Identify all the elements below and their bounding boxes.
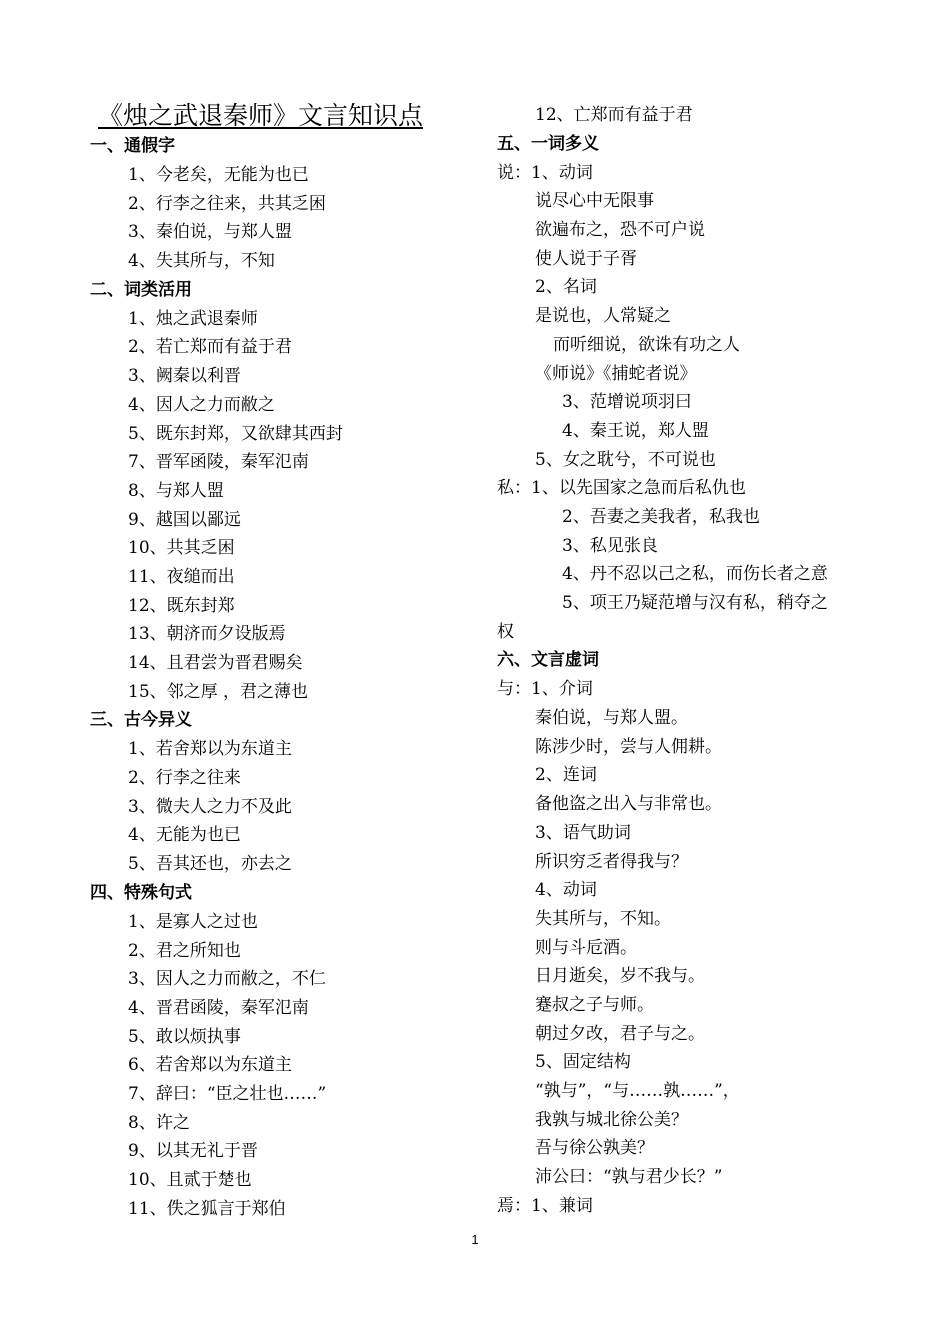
list-item: 朝过夕改，君子与之。 bbox=[535, 1023, 705, 1044]
list-item: 7、辞曰：“臣之壮也……” bbox=[128, 1083, 327, 1104]
group-yu bbox=[497, 675, 917, 1191]
list-item: 2、连词 bbox=[535, 765, 597, 786]
page-number: 1 bbox=[471, 1232, 479, 1247]
list-item: 则与斗卮酒。 bbox=[535, 937, 637, 958]
section-tongjiazi bbox=[90, 132, 490, 276]
list-item: 2、吾妻之美我者，私我也 bbox=[562, 506, 760, 527]
list-item: 1、烛之武退秦师 bbox=[128, 308, 258, 329]
document-title: 《烛之武退秦师》文言知识点 bbox=[98, 101, 424, 130]
list-item: 沛公曰：“孰与君少长？” bbox=[535, 1167, 723, 1188]
list-item: 12、亡郑而有益于君 bbox=[535, 105, 693, 125]
section-heading: 二、词类活用 bbox=[90, 279, 192, 300]
section-heading: 五、一词多义 bbox=[497, 133, 599, 154]
list-item: 8、与郑人盟 bbox=[128, 480, 224, 501]
list-item: 说：1、动词 bbox=[497, 162, 593, 183]
section-heading: 三、古今异义 bbox=[90, 710, 192, 731]
list-item: 3、阙秦以利晋 bbox=[128, 366, 241, 387]
list-item: 5、项王乃疑范增与汉有私，稍夺之 bbox=[562, 593, 828, 613]
list-item: 焉：1、兼词 bbox=[497, 1195, 593, 1216]
list-item: 3、语气助词 bbox=[535, 822, 631, 843]
list-item: 使人说于子胥 bbox=[535, 248, 637, 269]
left-column bbox=[90, 100, 490, 1223]
list-item: 私：1、以先国家之急而后私仇也 bbox=[497, 478, 746, 499]
list-item: 权 bbox=[497, 621, 514, 642]
list-item: 欲遍布之，恐不可户说 bbox=[535, 220, 705, 241]
list-item: 5、敢以烦执事 bbox=[128, 1026, 241, 1047]
list-item: 是说也，人常疑之 bbox=[535, 306, 671, 327]
list-item: 11、佚之狐言于郑伯 bbox=[128, 1198, 286, 1219]
list-item: 1、若舍郑以为东道主 bbox=[128, 739, 292, 760]
list-item: 2、行李之往来，共其乏困 bbox=[128, 193, 326, 214]
list-item: 1、是寡人之过也 bbox=[128, 911, 258, 932]
group-shuo bbox=[497, 159, 917, 475]
list-item: 吾与徐公孰美？ bbox=[535, 1138, 654, 1159]
section-gujinyiyi bbox=[90, 706, 490, 878]
list-item: 13、朝济而夕设版焉 bbox=[128, 624, 286, 645]
list-item: 2、君之所知也 bbox=[128, 940, 241, 961]
section-heading: 四、特殊句式 bbox=[90, 882, 192, 903]
list-item: 5、女之耽兮，不可说也 bbox=[535, 449, 716, 470]
list-item: 10、且贰于楚也 bbox=[128, 1170, 252, 1190]
list-item: 所识穷乏者得我与？ bbox=[535, 851, 688, 872]
list-item: 说尽心中无限事 bbox=[535, 191, 654, 212]
section-heading: 一、通假字 bbox=[90, 136, 175, 156]
list-item: 4、因人之力而敝之 bbox=[128, 394, 275, 415]
list-item: 4、丹不忍以己之私，而伤长者之意 bbox=[562, 564, 828, 585]
list-item: 1、今老矣，无能为也已 bbox=[128, 165, 309, 185]
list-item: 9、越国以鄙远 bbox=[128, 509, 241, 530]
list-item: 3、私见张良 bbox=[562, 535, 658, 556]
list-item: 日月逝矣，岁不我与。 bbox=[535, 966, 705, 987]
list-item: 3、微夫人之力不及此 bbox=[128, 796, 292, 817]
list-item: “孰与”，“与……孰……”， bbox=[535, 1081, 740, 1101]
list-item: 4、无能为也已 bbox=[128, 825, 241, 846]
list-item: 9、以其无礼于晋 bbox=[128, 1141, 258, 1162]
list-item: 12、既东封郑 bbox=[128, 595, 235, 616]
list-item: 4、晋君函陵，秦军氾南 bbox=[128, 997, 309, 1018]
list-item: 蹇叔之子与师。 bbox=[535, 994, 654, 1015]
list-item: 我孰与城北徐公美？ bbox=[535, 1109, 688, 1130]
list-item: 2、若亡郑而有益于君 bbox=[128, 337, 292, 358]
list-item: 而听细说，欲诛有功之人 bbox=[553, 334, 740, 355]
group-yan bbox=[497, 1192, 917, 1221]
list-item: 3、秦伯说，与郑人盟 bbox=[128, 222, 292, 243]
section-heading: 六、文言虚词 bbox=[497, 650, 599, 671]
list-item: 3、范增说项羽曰 bbox=[562, 392, 692, 413]
list-item: 10、共其乏困 bbox=[128, 538, 235, 559]
list-item: 备他盗之出入与非常也。 bbox=[535, 794, 722, 815]
list-item: 4、秦王说，郑人盟 bbox=[562, 420, 709, 441]
list-item: 2、名词 bbox=[535, 277, 597, 298]
list-item: 秦伯说，与郑人盟。 bbox=[535, 708, 688, 729]
list-item: 与：1、介词 bbox=[497, 679, 593, 700]
list-item: 11、夜缒而出 bbox=[128, 566, 235, 587]
list-item: 15、邻之厚 ，君之薄也 bbox=[128, 681, 309, 702]
right-column bbox=[497, 101, 917, 1220]
list-item: 2、行李之往来 bbox=[128, 768, 241, 789]
list-item: 4、动词 bbox=[535, 880, 597, 901]
section-teshujushi bbox=[90, 879, 490, 1224]
list-item: 《师说》《捕蛇者说》 bbox=[535, 363, 697, 384]
section-cileihuoyong bbox=[90, 276, 490, 707]
list-item: 5、固定结构 bbox=[535, 1052, 631, 1073]
list-item: 3、因人之力而敝之，不仁 bbox=[128, 969, 326, 990]
list-item: 6、若舍郑以为东道主 bbox=[128, 1055, 292, 1076]
list-item: 7、晋军函陵，秦军氾南 bbox=[128, 452, 309, 473]
list-item: 失其所与，不知。 bbox=[535, 908, 671, 929]
list-item: 4、失其所与，不知 bbox=[128, 251, 275, 272]
group-si bbox=[497, 474, 917, 646]
list-item: 14、且君尝为晋君赐矣 bbox=[128, 653, 303, 673]
list-item: 8、许之 bbox=[128, 1112, 190, 1133]
list-item: 陈涉少时，尝与人佣耕。 bbox=[535, 736, 722, 757]
list-item: 5、吾其还也，亦去之 bbox=[128, 854, 292, 875]
list-item: 5、既东封郑，又欲肆其西封 bbox=[128, 423, 343, 444]
